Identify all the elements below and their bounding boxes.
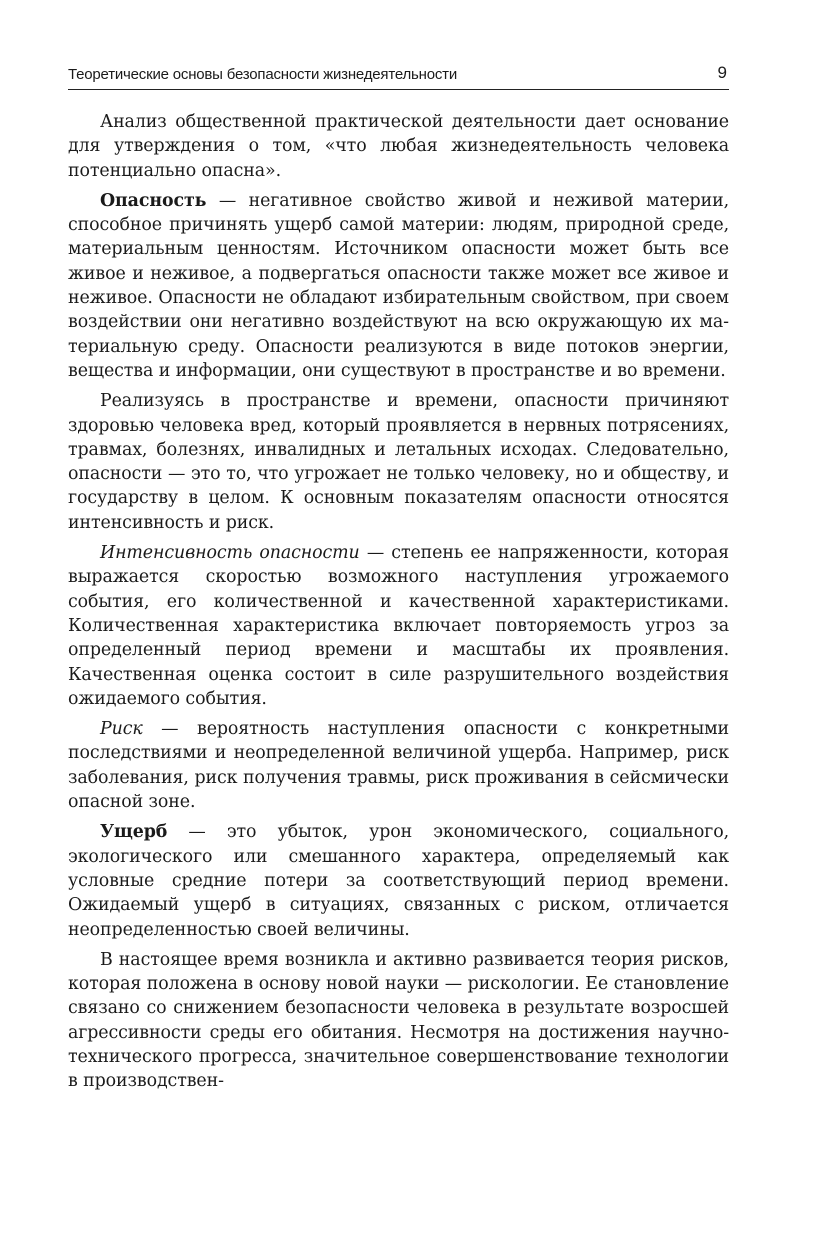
running-title: Теоретические основы безопасности жизнедеятельности [68, 66, 458, 83]
paragraph-damage-definition [68, 820, 729, 941]
page-number: 9 [717, 63, 727, 82]
paragraph-text: Реализуясь в пространстве и времени, опасности причиняют здоровью человека вред, который проявляется в нервных потрясениях, травмах, болезнях, инвалидных и летальных исходах. Следовательно, опасности — это то, что угрожает не только человеку, но и обществу, и государству в целом. К основным показателям опасности относятся интенсивность и риск. [68, 391, 729, 533]
paragraph-text: Анализ общественной практической деятельности дает основание для утверждения о том, «что любая жизнедеятельность человека потенциально опасна». [68, 112, 729, 181]
paragraph-danger-definition [68, 189, 729, 383]
paragraph-text: — вероятность наступления опасности с конкретными последствиями и неопределенной величиной ущерба. Например, риск заболевания, риск получения травмы, риск проживания в сейсмически опасной зоне. [68, 719, 729, 813]
paragraph-intensity-definition [68, 541, 729, 711]
paragraph-danger-realization [68, 389, 729, 535]
paragraph-intro [68, 110, 729, 183]
paragraph-risk-definition [68, 717, 729, 814]
term-damage: Ущерб [100, 822, 168, 843]
term-danger: Опасность [100, 190, 207, 211]
body-text [68, 110, 729, 1094]
book-page [68, 62, 729, 1100]
running-header [68, 62, 729, 90]
paragraph-text: — негативное свойство живой и неживой материи, способное причинять ущерб самой материи: людям, природной среде, материальным ценностям. Источником опасности может быть все живое и неживое, а подвергаться опасности также может все живое и неживое. Опасности не обладают избирательным свойством, при своем воздействии они негативно воздействуют на всю окружающую их материальную среду. Опасности реализуются в виде потоков энергии, вещества и информации, они существуют в пространстве и во времени. [68, 190, 729, 381]
paragraph-riskology [68, 948, 729, 1094]
term-risk: Риск [100, 719, 143, 740]
paragraph-text: — это убыток, урон экономического, социального, экологического или смешанного характера, определяемый как условные средние потери за соответствующий период времени. Ожидаемый ущерб в ситуациях, связанных с риском, отличается неопределенностью своей величины. [68, 822, 729, 940]
term-intensity: Интенсивность опасности [100, 543, 360, 564]
paragraph-text: — степень ее напряженности, которая выражается скоростью возможного наступления угрожаемого события, его количественной и качественной характеристиками. Количественная характеристика включает повторяемость угроз за определенный период времени и масштабы их проявления. Качественная оценка состоит в силе разрушительного воздействия ожидаемого события. [68, 543, 729, 709]
paragraph-text: В настоящее время возникла и активно развивается теория рисков, которая положена в основу новой науки — рискологии. Ее становление связано со снижением безопасности человека в результате возросшей агрессивности среды его обитания. Несмотря на достижения научно-технического прогресса, значительное совершенствование технологии в производствен- [68, 949, 729, 1092]
